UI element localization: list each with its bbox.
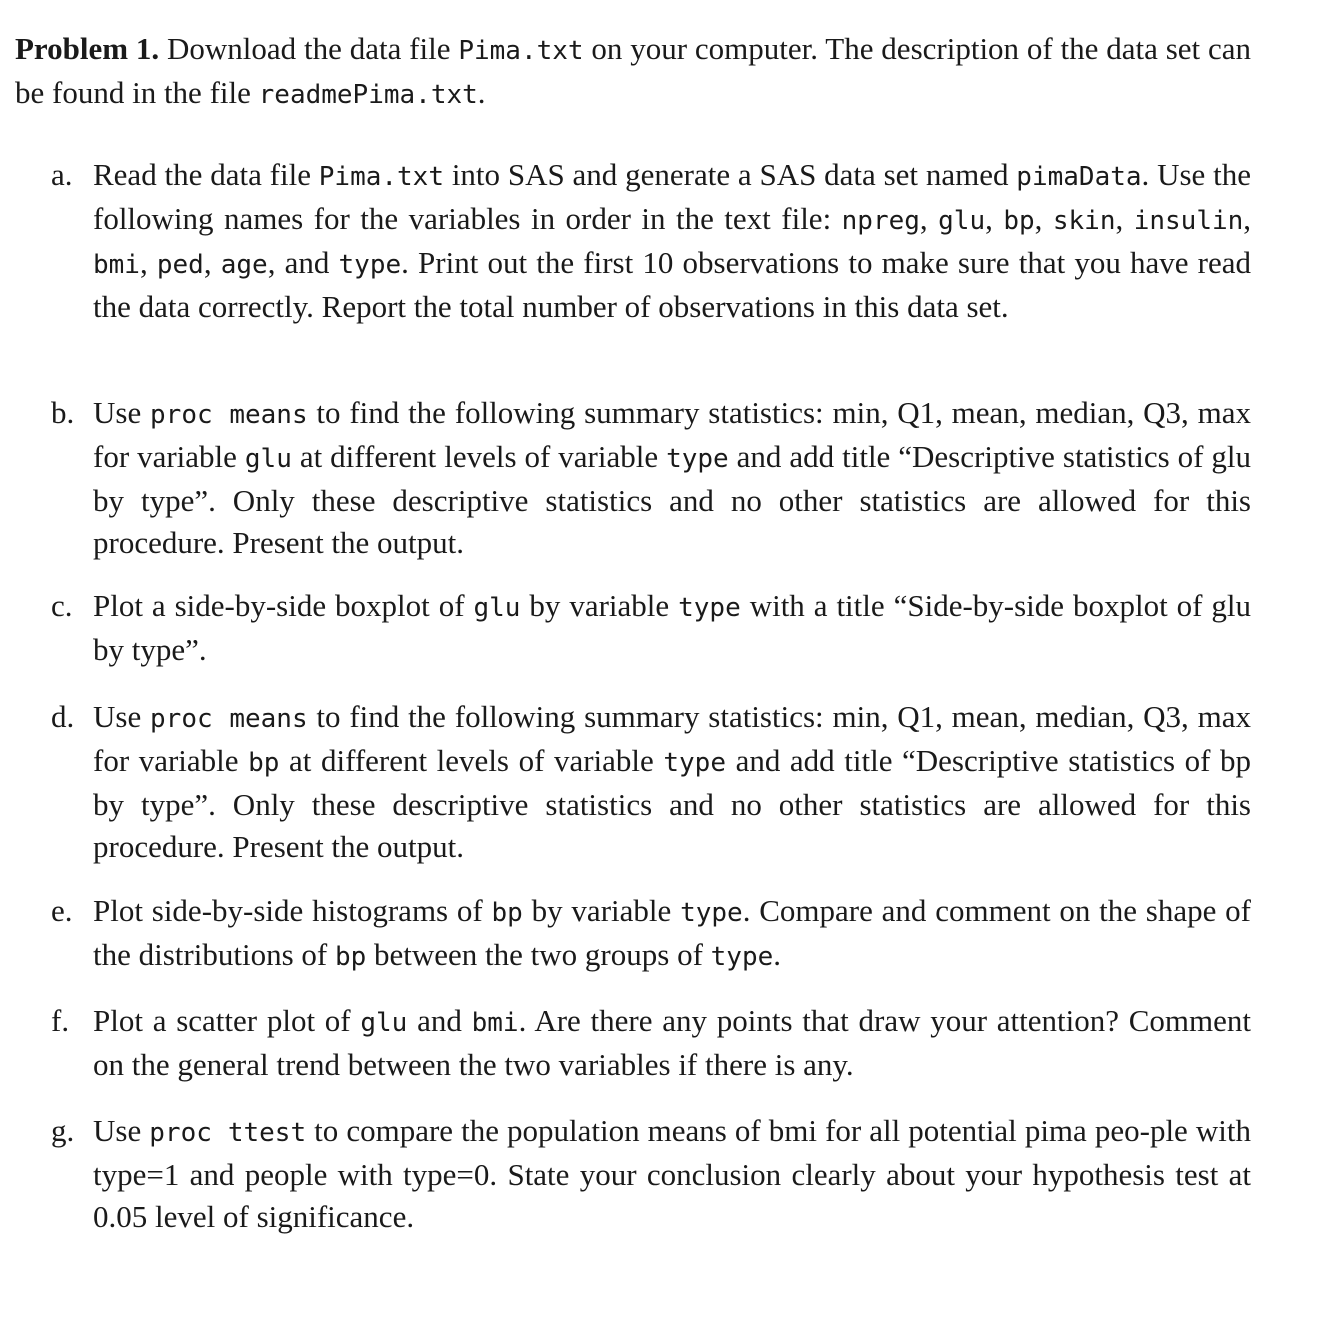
problem-heading: Problem 1.	[15, 31, 160, 66]
item-label: b.	[51, 395, 75, 430]
item-text: Use proc ttest to compare the population means of bmi for all potential pima peo-ple with type=1 and people with type=0. State your conclusion clearly about your hypothesis test at 0.05 level of significance.	[93, 1113, 1251, 1234]
item-text: Read the data file Pima.txt into SAS and generate a SAS data set named pimaData. Use the following names for the variables in order in the text file: npreg, glu, bp, skin, insulin, bmi, ped, age, and type. Print out the first 10 observations to make sure that you have read the data correctly. Report the total number of observations in this data set.	[93, 157, 1252, 324]
problem-intro: Problem 1. Download the data file Pima.txt on your computer. The description of the data set can be found in the file readmePima.txt.	[15, 31, 1252, 110]
item-label: e.	[51, 893, 73, 928]
item-text: Plot a scatter plot of glu and bmi. Are there any points that draw your attention? Comment on the general trend between the two variables if there is any.	[93, 1003, 1252, 1082]
item-label: g.	[51, 1113, 75, 1148]
item-text: Use proc means to find the following summary statistics: min, Q1, mean, median, Q3, max for variable bp at different levels of variable type and add title “Descriptive statistics of bp by type”. Only these descriptive statistics and no other statistics are allowed for this procedure. Present the output.	[93, 699, 1251, 864]
item-label: d.	[51, 699, 75, 734]
item-text: Plot a side-by-side boxplot of glu by variable type with a title “Side-by-side boxplot of glu by type”.	[93, 588, 1252, 667]
item-label: a.	[51, 157, 73, 192]
filename-pima: Pima.txt	[458, 36, 584, 66]
item-text: Plot side-by-side histograms of bp by variable type. Compare and comment on the shape of the distributions of bp between the two groups of type.	[93, 893, 1252, 972]
filename-readme: readmePima.txt	[258, 80, 478, 110]
item-label: f.	[51, 1003, 70, 1038]
item-text: Use proc means to find the following summary statistics: min, Q1, mean, median, Q3, max for variable glu at different levels of variable type and add title “Descriptive statistics of glu by type”. Only these descriptive statistics and no other statistics are allowed for this procedure. Present the output.	[93, 395, 1252, 560]
item-label: c.	[51, 588, 73, 623]
